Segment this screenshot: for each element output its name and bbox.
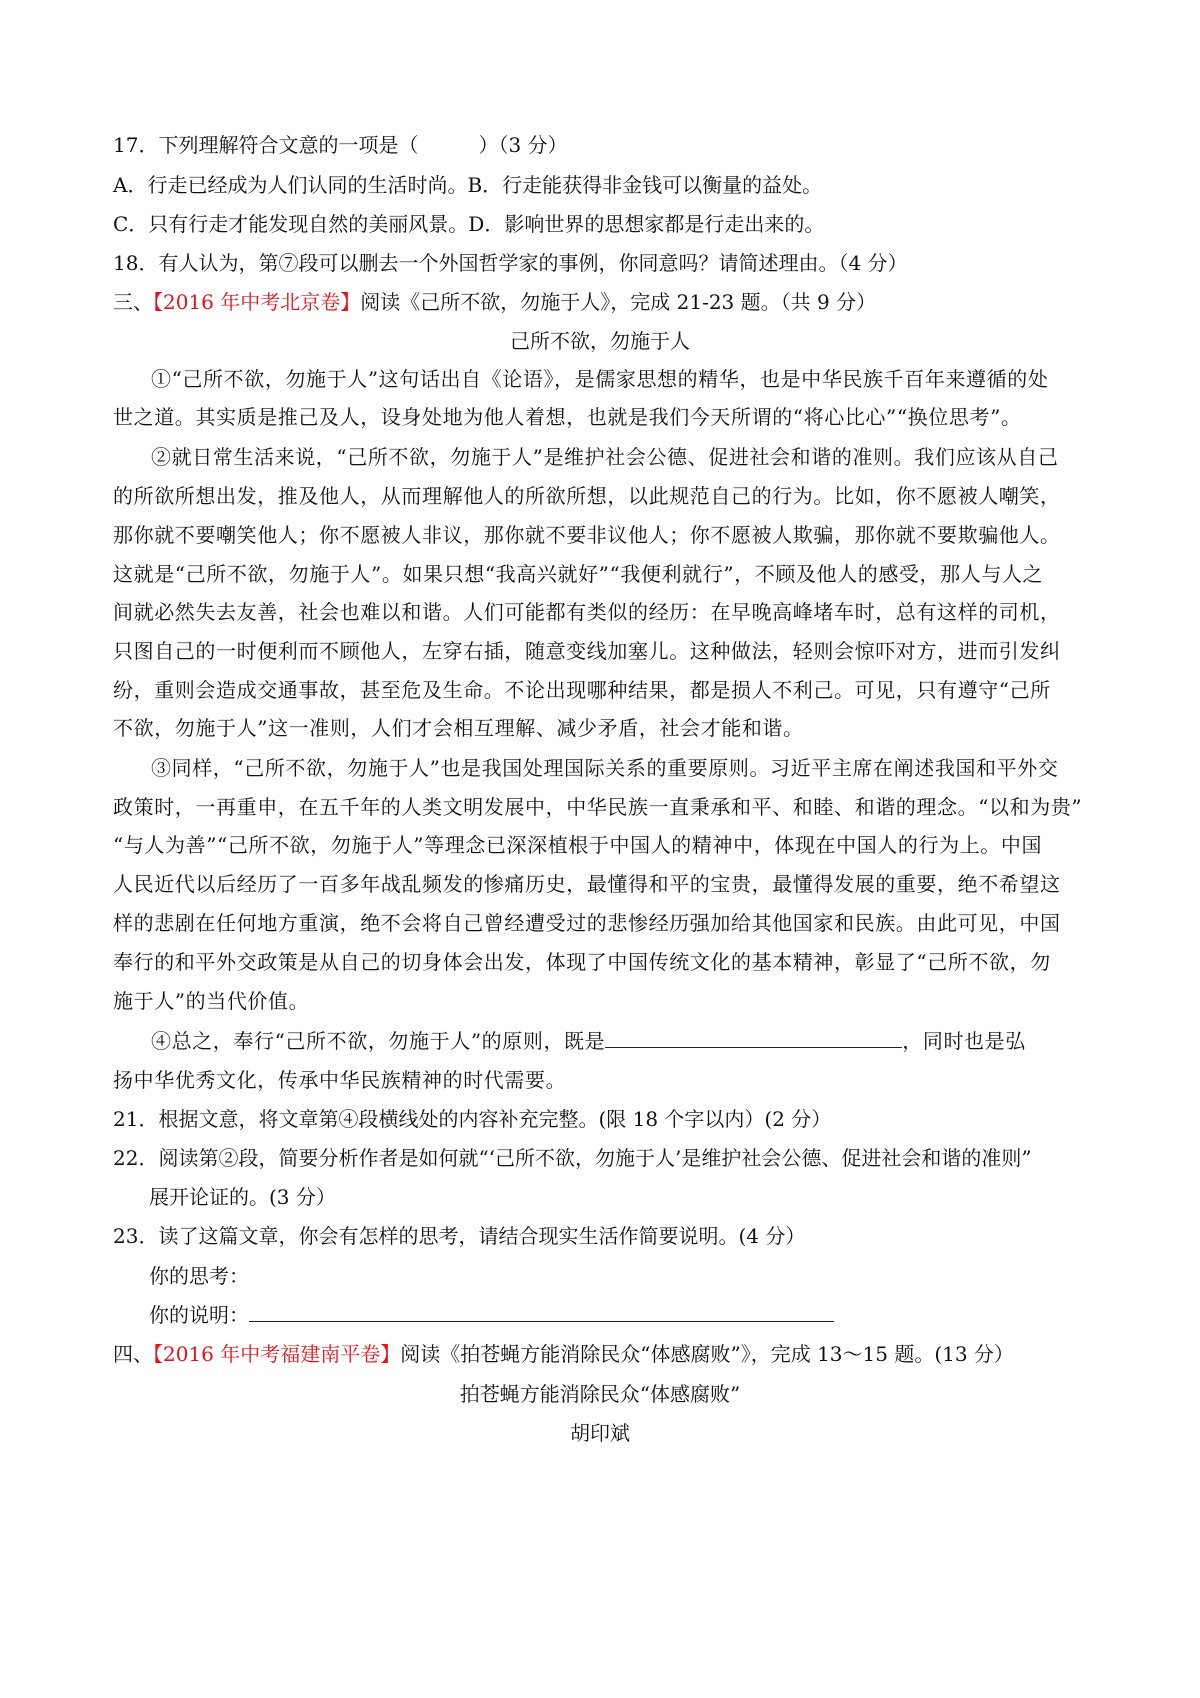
paragraph-1-line: ①“己所不欲，勿施于人”这句话出自《论语》，是儒家思想的精华，也是中华民族千百年来遵循的处 <box>151 367 1049 391</box>
paragraph-3-line: 样的悲剧在任何地方重演，绝不会将自己曾经遭受过的悲惨经历强加给其他国家和民族。由此可见，中国 <box>113 911 1061 935</box>
paragraph-3-line: 施于人”的当代价值。 <box>113 989 310 1013</box>
paragraph-2-line: 的所欲所想出发，推及他人，从而理解他人的所欲所想，以此规范自己的行为。比如，你不愿被人嘲笑， <box>113 484 1061 508</box>
paragraph-2-line: 这就是“己所不欲，勿施于人”。如果只想“我高兴就好”“我便利就行”，不顾及他人的感受，那人与人之 <box>113 562 1044 586</box>
question-21: 21．根据文意，将文章第④段横线处的内容补充完整。(限 18 个字以内）(2 分） <box>113 1107 832 1131</box>
paragraph-4-after-blank: ，同时也是弘 <box>902 1029 1026 1053</box>
section-4-header <box>113 1340 1014 1368</box>
paragraph-2-line: 不欲，勿施于人”这一准则，人们才会相互理解、减少矛盾，社会才能和谐。 <box>113 716 804 740</box>
paragraph-3-line: “与人为善”“己所不欲，勿施于人”等理念已深深植根于中国人的精神中，体现在中国人的行为上。中国 <box>113 833 1043 857</box>
paragraph-3-line: 人民近代以后经历了一百多年战乱频发的惨痛历史，最懂得和平的宝贵，最懂得发展的重要，绝不希望这 <box>113 872 1061 896</box>
article-2-author: 胡印斌 <box>570 1421 630 1445</box>
question-22-line-2: 展开论证的。(3 分） <box>149 1185 336 1209</box>
section-3-header <box>113 288 876 316</box>
paragraph-2-line: 那你就不要嘲笑他人；你不愿被人非议，那你就不要非议他人；你不愿被人欺骗，那你就不要欺骗他人。 <box>113 523 1061 547</box>
article-2-title: 拍苍蝇方能消除民众“体感腐败” <box>459 1382 741 1406</box>
paragraph-2-line: 只图自己的一时便利而不顾他人，左穿右插，随意变线加塞儿。这种做法，轻则会惊吓对方，进而引发纠 <box>113 639 1061 663</box>
answer-blank-21[interactable] <box>605 1027 902 1048</box>
question-23: 23．读了这篇文章，你会有怎样的思考，请结合现实生活作简要说明。(4 分） <box>113 1224 806 1248</box>
explanation-label: 你的说明： <box>149 1303 249 1327</box>
thinking-label: 你的思考： <box>149 1264 249 1288</box>
paragraph-3-line: ③同样，“己所不欲，勿施于人”也是我国处理国际关系的重要原则。习近平主席在阐述我国和平外交 <box>151 756 1059 780</box>
explanation-row <box>149 1301 834 1329</box>
question-17-options-cd: C．只有行走才能发现自然的美丽风景。D．影响世界的思想家都是行走出来的。 <box>113 212 825 236</box>
section-3-prefix: 三、 <box>113 290 153 314</box>
section-4-instruction: 阅读《拍苍蝇方能消除民众“体感腐败”》，完成 13～15 题。(13 分） <box>400 1342 1014 1366</box>
question-18: 18．有人认为，第⑦段可以删去一个外国哲学家的事例，你同意吗？请简述理由。（4 分） <box>113 251 908 275</box>
paragraph-1-line: 世之道。其实质是推己及人，设身处地为他人着想，也就是我们今天所谓的“将心比心”“换位思考”。 <box>113 405 1022 429</box>
paragraph-3-line: 政策时，一再重申，在五千年的人类文明发展中，中华民族一直秉承和平、和睦、和谐的理念。“以和为贵” <box>113 795 1083 819</box>
question-17-options-ab: A．行走已经成为人们认同的生活时尚。B．行走能获得非金钱可以衡量的益处。 <box>113 173 823 197</box>
paragraph-4-before-blank: ④总之，奉行“己所不欲，勿施于人”的原则，既是 <box>151 1029 606 1053</box>
paragraph-2-line: 纷，重则会造成交通事故，甚至危及生命。不论出现哪种结果，都是损人不利己。可见，只有遵守“己所 <box>113 678 1051 702</box>
section-4-prefix: 四、 <box>113 1342 153 1366</box>
section-3-instruction: 阅读《己所不欲，勿施于人》，完成 21-23 题。（共 9 分） <box>360 290 877 314</box>
question-22-line-1: 22．阅读第②段，简要分析作者是如何就“‘己所不欲，勿施于人’是维护社会公德、促进社会和谐的准则” <box>113 1146 1032 1170</box>
question-17-stem: 17．下列理解符合文意的一项是（ ）（3 分） <box>113 133 568 157</box>
paragraph-2-line: ②就日常生活来说，“己所不欲，勿施于人”是维护社会公德、促进社会和谐的准则。我们应该从自己 <box>151 445 1059 469</box>
answer-line-23[interactable] <box>249 1301 834 1322</box>
article-1-title: 己所不欲，勿施于人 <box>510 329 690 353</box>
section-4-source: 【2016 年中考福建南平卷】 <box>153 1342 401 1366</box>
paragraph-3-line: 奉行的和平外交政策是从自己的切身体会出发，体现了中国传统文化的基本精神，彰显了“己所不欲，勿 <box>113 950 1051 974</box>
section-3-source: 【2016 年中考北京卷】 <box>153 290 361 314</box>
paragraph-4-line <box>151 1027 1026 1055</box>
paragraph-4-line: 扬中华优秀文化，传承中华民族精神的时代需要。 <box>113 1068 567 1092</box>
paragraph-2-line: 间就必然失去友善，社会也难以和谐。人们可能都有类似的经历：在早晚高峰堵车时，总有这样的司机， <box>113 600 1061 624</box>
